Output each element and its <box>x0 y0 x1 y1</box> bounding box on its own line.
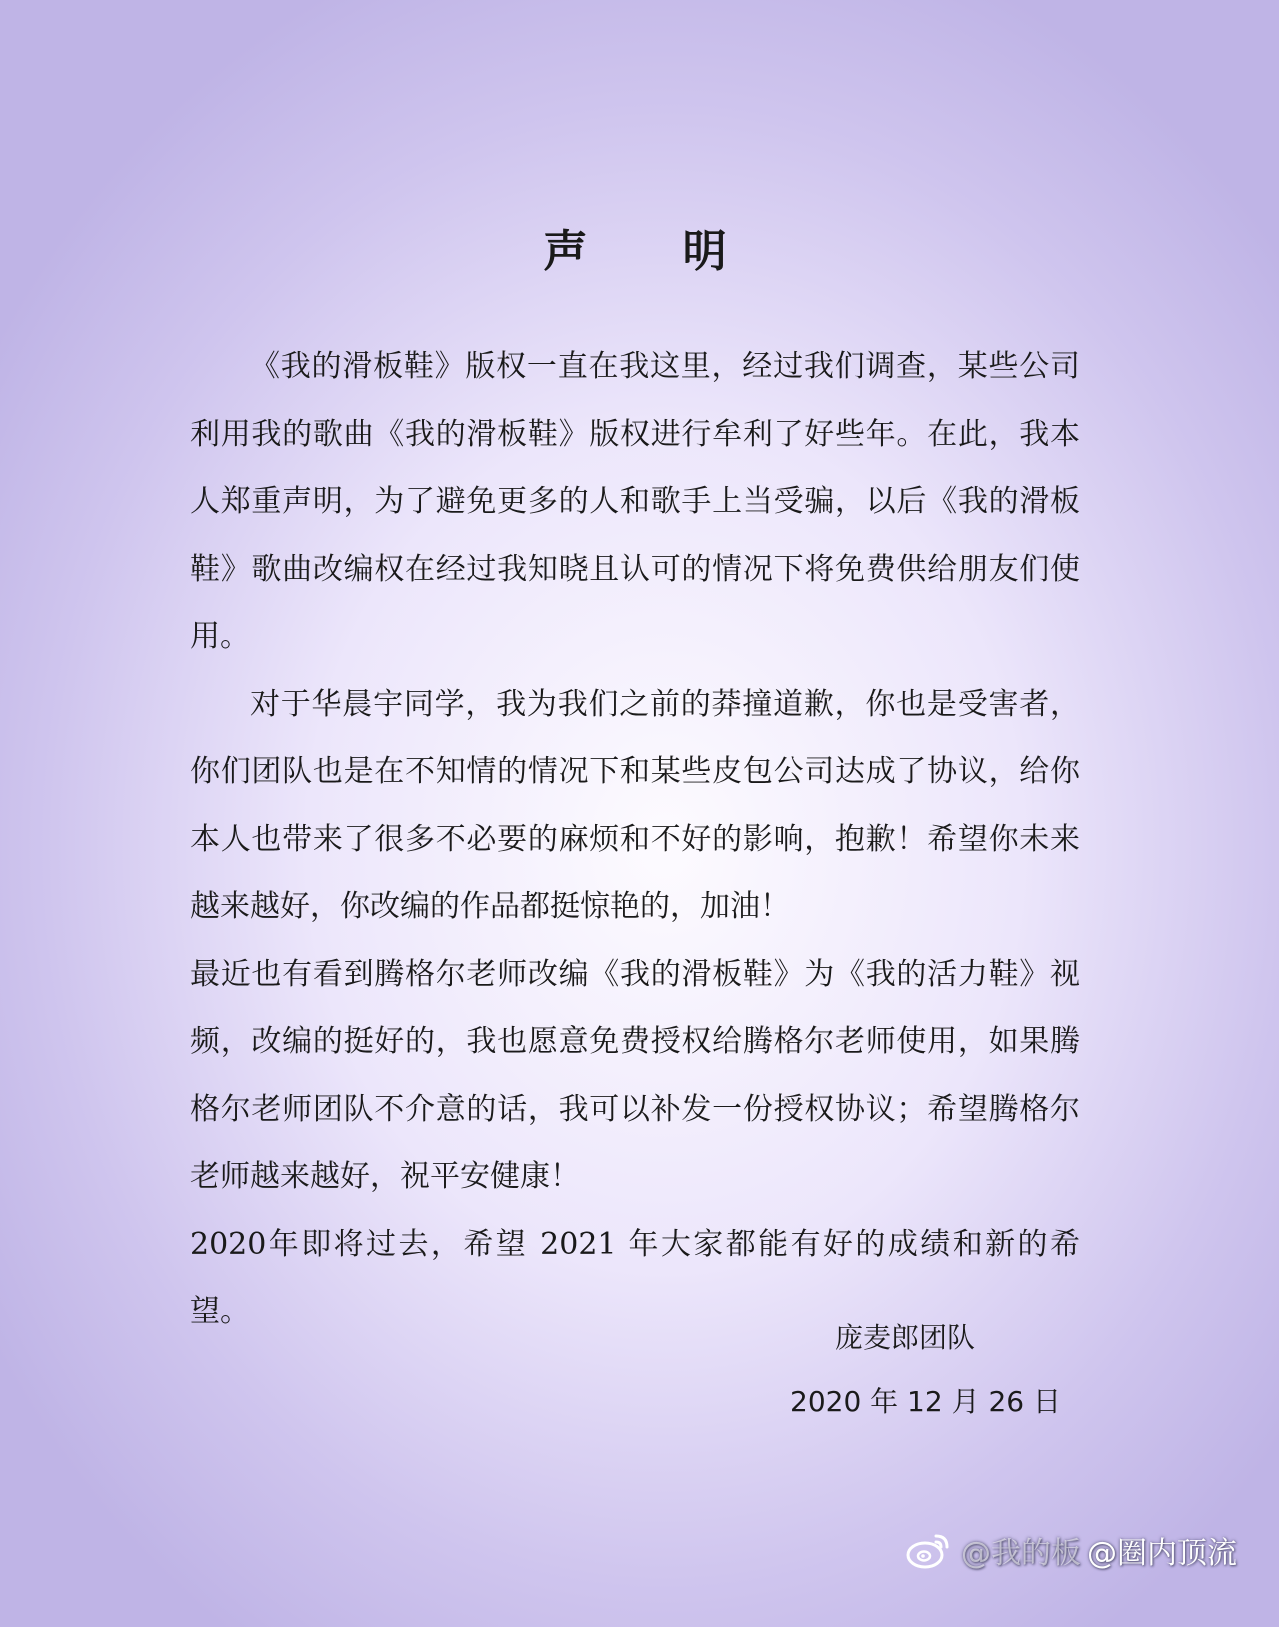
signature-team: 庞麦郎团队 <box>835 1321 976 1354</box>
document-body <box>190 333 1080 1346</box>
paragraph-authorization: 最近也有看到腾格尔老师改编《我的滑板鞋》为《我的活力鞋》视频，改编的挺好的，我也愿意免费授权给腾格尔老师使用，如果腾格尔老师团队不介意的话，我可以补发一份授权协议；希望腾格尔老师越来越好，祝平安健康！ <box>190 956 1080 1194</box>
paragraph-copyright: 《我的滑板鞋》版权一直在我这里，经过我们调查，某些公司利用我的歌曲《我的滑板鞋》版权进行牟利了好些年。在此，我本人郑重声明，为了避免更多的人和歌手上当受骗，以后《我的滑板鞋》歌曲改编权在经过我知晓且认可的情况下将免费供给朋友们使用。 <box>190 349 1080 654</box>
paragraph-apology: 对于华晨宇同学，我为我们之前的莽撞道歉，你也是受害者，你们团队也是在不知情的情况下和某些皮包公司达成了协议，给你本人也带来了很多不必要的麻烦和不好的影响，抱歉！希望你未来越来越好，你改编的作品都挺惊艳的，加油！ <box>190 686 1080 924</box>
statement-document <box>190 0 1080 1627</box>
signature-date: 2020 年 12 月 26 日 <box>790 1385 1062 1418</box>
watermark-account-faded-tail: 板 <box>1051 1536 1081 1571</box>
watermark-account: @圈内顶流 <box>1087 1536 1237 1571</box>
weibo-watermark <box>905 1528 1237 1572</box>
watermark-account-faded: @我的 <box>961 1536 1051 1571</box>
weibo-logo-icon <box>905 1530 951 1570</box>
document-title: 声 明 <box>543 226 767 277</box>
paragraph-new-year: 2020年即将过去，希望 2021 年大家都能有好的成绩和新的希望。 <box>190 1226 1080 1329</box>
